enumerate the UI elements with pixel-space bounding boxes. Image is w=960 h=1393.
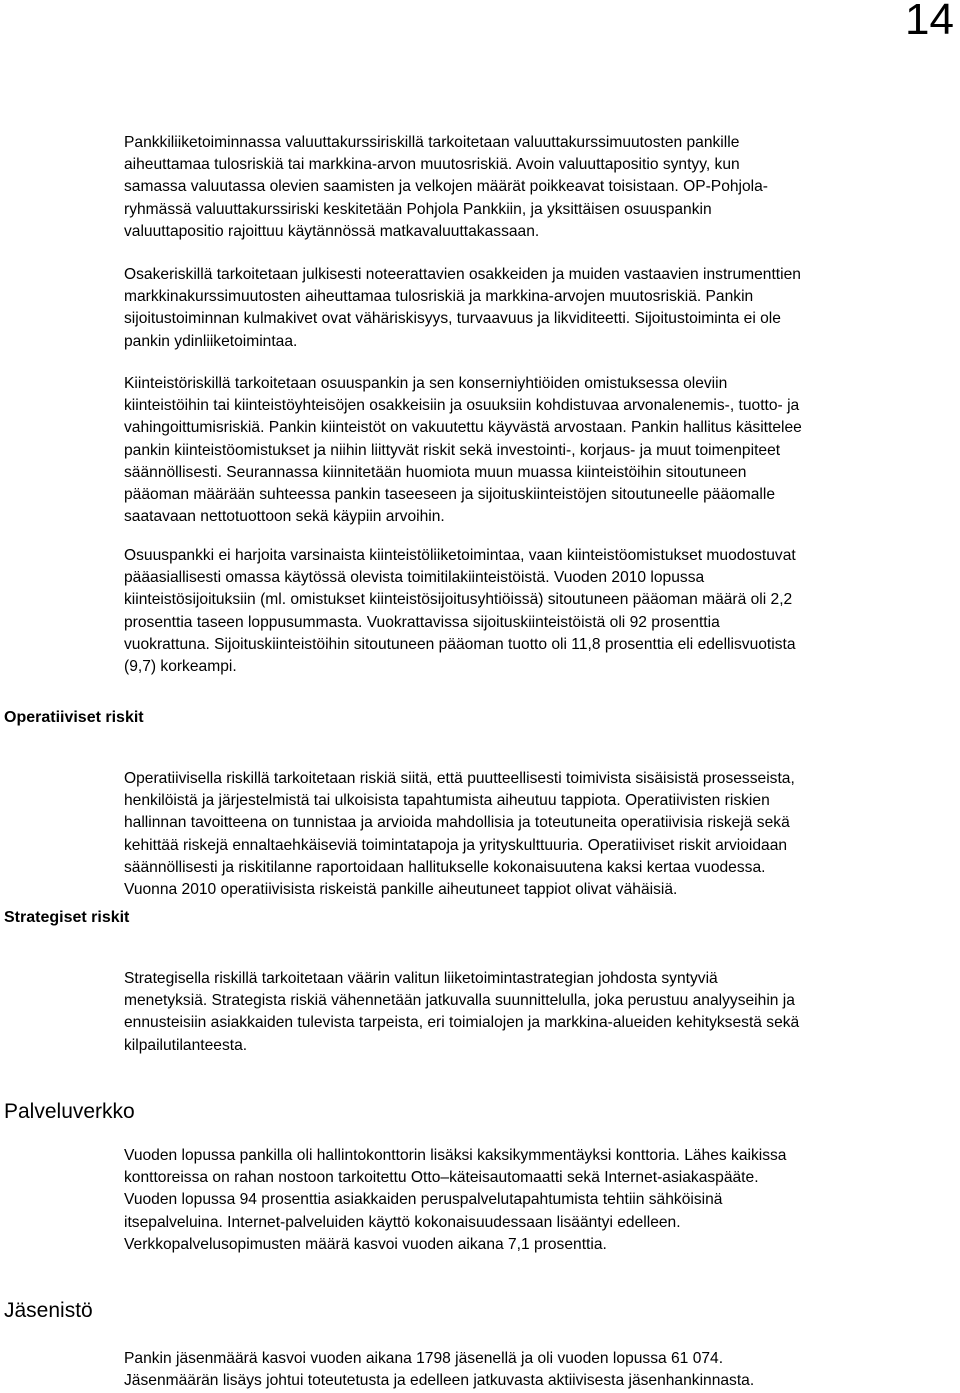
heading-service-network: Palveluverkko — [4, 1100, 135, 1123]
heading-membership: Jäsenistö — [4, 1299, 93, 1322]
paragraph-real-estate-holdings: Osuuspankki ei harjoita varsinaista kiinteistöliiketoimintaa, vaan kiinteistöomistukset muodostuvat pääasiallisesti omassa käytössä olevista toimitilakiinteistöistä. Vuoden 2010 lopussa kiinteistösijoituksiin (ml. omistukset kiinteistösijoitusyhtiöissä) sitoutuneen pääoman määrä oli 2,2 prosenttia taseen loppusummasta. Vuokrattavissa sijoituskiinteistöistä oli 92 prosenttia vuokrattuna. Sijoituskiinteistöihin sitoutuneen pääoman tuotto oli 11,8 prosenttia eli edellisvuotista (9,7) korkeampi. — [124, 547, 796, 676]
paragraph-strategic-risk: Strategisella riskillä tarkoitetaan väärin valitun liiketoimintastrategian johdosta syntyviä menetyksiä. Strategista riskiä vähennetään jatkuvalla suunnittelulla, joka perustuu analyyseihin ja ennusteisiin asiakkaiden tulevista tarpeista, eri toimialojen ja markkina-alueiden kehityksestä sekä kilpailutilanteesta. — [124, 970, 800, 1054]
paragraph-currency-risk: Pankkiliiketoiminnassa valuuttakurssiriskillä tarkoitetaan valuuttakurssimuutosten pankille aiheuttamaa tulosriskiä tai markkina-arvon muutosriskiä. Avoin valuuttapositio syntyy, kun samassa valuutassa olevien saamisten ja velkojen määrät poikkeavat toisistaan. OP-Pohjola- ryhmässä valuuttakurssiriski keskitetään Pohjola Pankkiin, ja yksittäisen osuuspankin valuuttapositio rajoittuu käytännössä matkavaluuttakassaan. — [124, 134, 769, 240]
page-number: 14 — [905, 0, 954, 44]
paragraph-operational-risk: Operatiivisella riskillä tarkoitetaan riskiä siitä, että puutteellisesti toimivista sisäisistä prosesseista, henkilöistä ja järjestelmistä tai ulkoisista tapahtumista aiheutuu tappiota. Operatiivisten riskien hallinnan tavoitteena on tunnistaa ja arvioida mahdollisia ja toteutuneita operatiivisia riskejä sekä kehittää riskejä ennaltaehkäiseviä toimintatapoja ja yrityskulttuuria. Operatiiviset riskit arvioidaan säännöllisesti ja riskitilanne raportoidaan hallitukselle kokonaisuutena kaksi kertaa vuodessa. Vuonna 2010 operatiivisista riskeistä pankille aiheutuneet tappiot olivat vähäisiä. — [124, 770, 795, 899]
heading-operational-risks: Operatiiviset riskit — [4, 709, 144, 726]
paragraph-membership: Pankin jäsenmäärä kasvoi vuoden aikana 1798 jäsenellä ja oli vuoden lopussa 61 074. Jäsenmäärän lisäys johtui toteutetusta ja edelleen jatkuvasta aktiivisesta jäsenhankinnasta. — [124, 1350, 755, 1389]
paragraph-equity-risk: Osakeriskillä tarkoitetaan julkisesti noteerattavien osakkeiden ja muiden vastaavien instrumenttien markkinakurssimuutosten aiheuttamaa tulosriskiä ja markkina-arvojen muutosriskiä. Pankin sijoitustoiminnan kulmakivet ovat vähäriskisyys, turvaavuus ja likviditeetti. Sijoitustoiminta ei ole pankin ydinliiketoimintaa. — [124, 266, 801, 350]
paragraph-service-network: Vuoden lopussa pankilla oli hallintokonttorin lisäksi kaksikymmentäyksi konttoria. Lähes kaikissa konttoreissa on rahan nostoon tarkoitettu Otto–käteisautomaatti sekä Internet-asiakaspääte. Vuoden lopussa 94 prosenttia asiakkaiden peruspalvelutapahtumista tehtiin sähköisinä itsepalveluina. Internet-palveluiden käyttö kokonaisuudessaan lisääntyi edelleen. Verkkopalvelusopimusten määrä kasvoi vuoden aikana 7,1 prosenttia. — [124, 1147, 787, 1253]
heading-strategic-risks: Strategiset riskit — [4, 909, 130, 926]
paragraph-real-estate-risk: Kiinteistöriskillä tarkoitetaan osuuspankin ja sen konserniyhtiöiden omistuksessa oleviin kiinteistöihin tai kiinteistöyhteisöjen osakkeisiin ja osuuksiin kohdistuvaa arvonalenemis-, tuotto- ja vahingoittumisriskiä. Pankin kiinteistöt on vakuutettu käyvästä arvostaan. Pankin hallitus käsittelee pankin kiinteistöomistukset ja niihin liittyvät riskit sekä investointi-, korjaus- ja muut toimenpiteet säännöllisesti. Seurannassa kiinnitetään huomiota muun muassa kiinteistöihin sitoutuneen pääoman määrään suhteessa pankin taseeseen ja sijoituskiinteistöjen sitoutuneelle pääomalle saatavaan nettotuottoon sekä käypiin arvoihin. — [124, 375, 802, 526]
